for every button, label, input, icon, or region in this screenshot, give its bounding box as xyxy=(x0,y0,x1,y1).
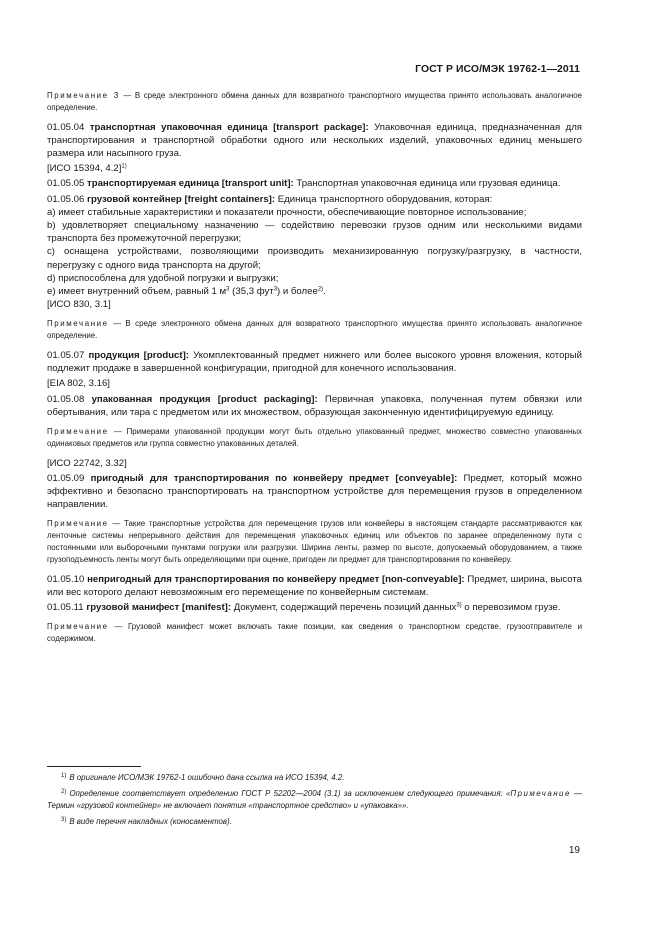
entry-definition: Предмет, который можно эффективно и безопасно транспортировать на транспортном устройстве для перемещения грузов в определенном направлении. xyxy=(47,472,583,511)
list-item-c: c) оснащена устройствами, позволяющими производить механизированную погрузку/разгрузку, в частности, перегрузку с одного вида транспорта на другой; xyxy=(47,246,582,271)
entry-definition: Упаковочная единица, предназначенная для транспортирования и транспортной обработки одного или нескольких изделий, упаковочных единиц меньшего размера или насыпного груза. xyxy=(47,121,582,159)
entry-number: 01.05.10 xyxy=(47,573,88,585)
footnote-divider xyxy=(47,766,141,767)
entry-number: 01.05.11 xyxy=(47,602,87,614)
entry-number: 01.05.04 xyxy=(47,121,90,133)
list-item-e: e) имеет внутренний объем, равный 1 $м^3$ (35,3 фут$^3$) и более$^{2)}$. xyxy=(47,286,326,298)
entry-01-05-10 xyxy=(47,573,582,599)
entry-number: 01.05.05 xyxy=(47,178,88,190)
entry-term: транспортная упаковочная единица [transport package]: xyxy=(89,121,369,133)
entry-definition: Транспортная упаковочная единица или грузовая единица. xyxy=(293,178,561,190)
entry-definition: Предмет, ширина, высота или вес которого делают невозможным его перемещение по конвейерным системам. xyxy=(47,573,582,598)
note-label: Примечание 3 xyxy=(47,91,120,100)
entry-term: грузовой контейнер [freight containers]: xyxy=(87,193,276,205)
document-header: ГОСТ Р ИСО/МЭК 19762-1—2011 xyxy=(415,64,580,75)
note-text: — В среде электронного обмена данных для возвратного транспортного имущества принято использовать аналогичное определение. xyxy=(47,91,582,112)
entry-term: пригодный для транспортирования по конвейеру предмет [conveyable]: xyxy=(90,472,458,484)
footnote-ref: 1) xyxy=(121,163,127,170)
footnote-3 xyxy=(47,815,582,827)
entry-01-05-09 xyxy=(47,472,582,512)
note-text: — Такие транспортные устройства для перемещения грузов или конвейеры в настоящем стандарте рассматриваются как ленточные системы непрерывного действия для перемещения упаковочных единиц или объектов по заранее определенному пути с постоянными или выборочными пунктами погрузки или разгрузки. Ширина ленты, размер по высоте, допускаемый оборудованием, а также грузоподъемность ленты могут быть определяющими при оценке, пригоден ли предмет для транспортирования по конвейеру. xyxy=(47,519,582,564)
entry-number: 01.05.06 xyxy=(47,193,88,205)
note-2 xyxy=(47,318,582,342)
footnote-text: В виде перечня накладных (коносаментов). xyxy=(69,817,232,827)
note-label: Примечание xyxy=(47,319,109,329)
document-body xyxy=(47,90,582,652)
footnote-ref: 2) xyxy=(317,286,324,293)
note-4 xyxy=(47,518,582,565)
entry-01-05-08 xyxy=(47,393,582,419)
entry-definition: Укомплектованный предмет нижнего или более высокого уровня вложения, который подлежит продаже в завершенной конфигурации, пригодной для конечного использования. xyxy=(47,350,582,375)
entry-reference: [ИСО 830, 3.1] xyxy=(47,299,111,311)
entry-reference: [EIA 802, 3.16] xyxy=(47,378,110,390)
footnote-text: В оригинале ИСО/МЭК 19762-1 ошибочно дана ссылка на ИСО 15394, 4.2. xyxy=(69,773,345,782)
footnote-1 xyxy=(47,771,582,783)
footnote-mark: 2) xyxy=(61,789,67,796)
page-number: 19 xyxy=(568,845,580,856)
list-item-a: a) имеет стабильные характеристики и показатели прочности, обеспечивающие повторное использование; xyxy=(47,206,527,218)
entry-01-05-06 xyxy=(47,193,582,206)
entry-01-05-11: 01.05.11 грузовой манифест [manifest]: Документ, содержащий перечень позиций данных$^{3)}$ о перевозимом грузе. xyxy=(47,602,561,614)
list-item-d: d) приспособлена для удобной погрузки и выгрузки; xyxy=(47,272,279,284)
entry-reference: [ИСО 22742, 3.32] xyxy=(47,457,127,469)
entry-definition: Первичная упаковка, полученная путем обвязки или обертывания, или тара с предметом или их множеством, образующая законченную идентифицируемую единицу. xyxy=(47,393,582,418)
footnote-note-label: Примечание xyxy=(510,789,571,799)
note-label: Примечание xyxy=(47,519,109,529)
entry-term: грузовой манифест [manifest]: xyxy=(86,602,232,614)
footnote-ref: 3) xyxy=(456,602,462,609)
note-3 xyxy=(47,426,582,450)
entry-term: транспортируемая единица [transport unit]: xyxy=(87,178,294,190)
footnote-mark: 3) xyxy=(61,817,67,824)
note-text: — Примерами упакованной продукции могут быть отдельно упакованный предмет, множество совместно упакованных одинаковых предметов или группа совместно упакованных деталей. xyxy=(47,427,582,448)
entry-term: непригодный для транспортирования по конвейеру предмет [non-conveyable]: xyxy=(87,573,465,585)
entry-01-05-07 xyxy=(47,349,582,375)
entry-definition: Единица транспортного оборудования, которая: xyxy=(275,193,493,205)
entry-definition: Документ, содержащий перечень позиций данных xyxy=(231,602,457,614)
note-1 xyxy=(47,90,582,114)
footnote-text: Определение соответствует определению ГОСТ Р 52202—2004 (3.1) за исключением следующего примечания: « xyxy=(69,789,511,799)
entry-01-05-04 xyxy=(47,121,582,161)
entry-term: продукция [product]: xyxy=(88,350,189,362)
note-text: — В среде электронного обмена данных для возвратного транспортного имущества принято использовать аналогичное определение. xyxy=(47,319,582,341)
entry-reference: [ИСО 15394, 4.2]$^{1)}$ xyxy=(47,163,127,175)
entry-number: 01.05.08 xyxy=(47,393,92,405)
note-text: — Грузовой манифест может включать такие позиции, как сведения о транспортном средстве, грузоотправителе и содержимом. xyxy=(47,622,582,644)
footnote-2: $^{2)}$ Определение соответствует определению ГОСТ Р 52202—2004 (3.1) за исключением следующего примечания: «Примечание — Термин «грузовой контейнер» не включает понятия «транспортное средство» и «упаковка»». xyxy=(47,789,582,810)
list-item-b: b) удовлетворяет специальному назначению — содействию перевозки грузов одним или несколькими видами транспорта без промежуточной перегрузки; xyxy=(47,220,582,245)
footnote-mark: 1) xyxy=(61,773,67,779)
note-5 xyxy=(47,621,582,645)
entry-01-05-05 xyxy=(47,177,582,190)
entry-number: 01.05.07 xyxy=(47,350,89,362)
note-label: Примечание xyxy=(47,427,109,437)
footnotes xyxy=(47,771,582,832)
entry-number: 01.05.09 xyxy=(47,472,91,484)
note-label: Примечание xyxy=(47,622,109,632)
entry-term: упакованная продукция [product packaging]: xyxy=(91,393,318,405)
